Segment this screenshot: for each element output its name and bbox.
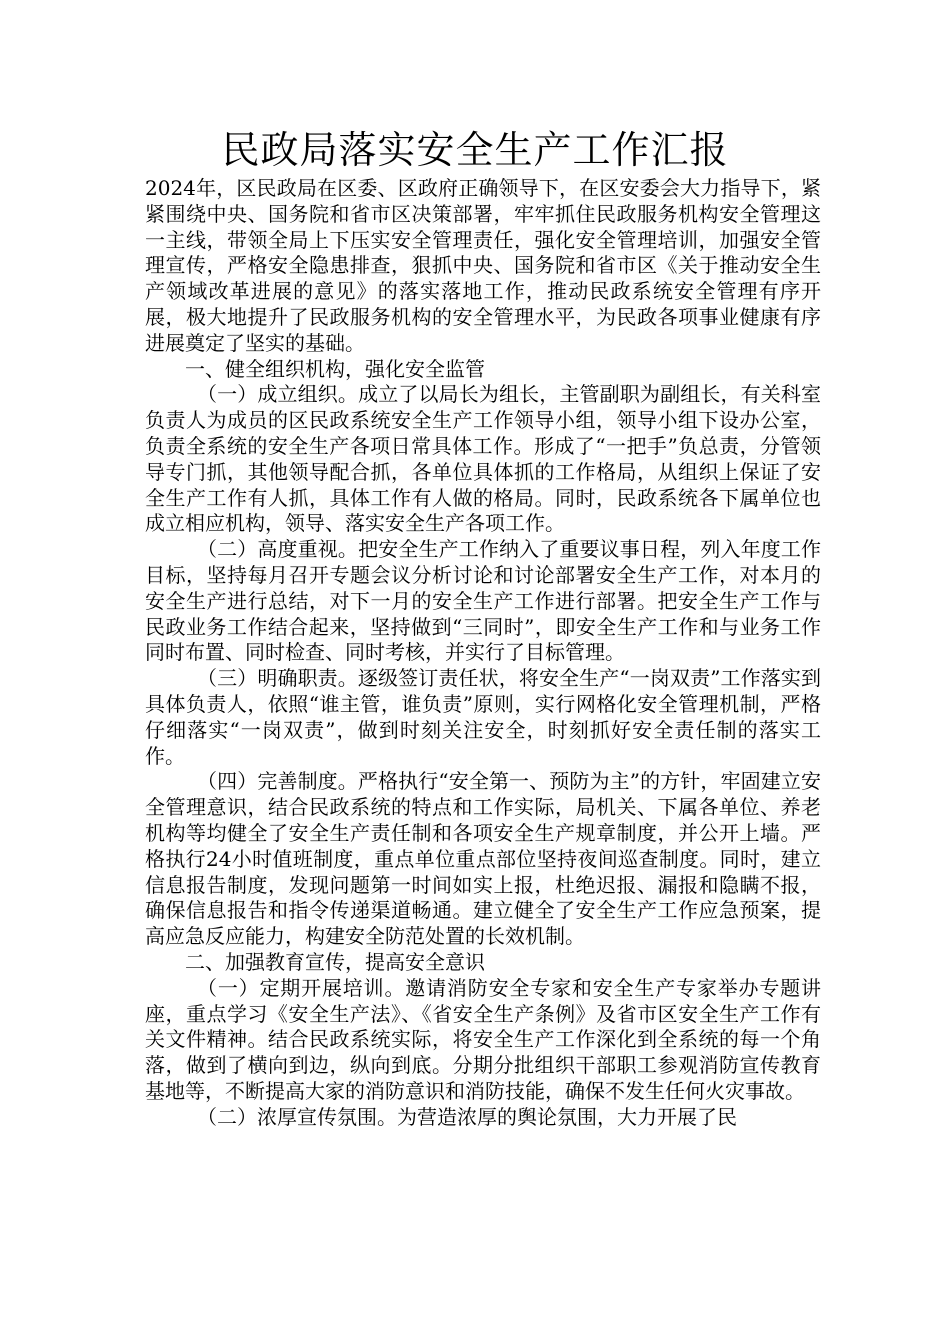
subsection-paragraph-1-3: （三）明确职责。逐级签订责任状，将安全生产“一岗双责”工作落实到具体负责人，依照“谁主管，谁负责”原则，实行网格化安全管理机制，严格仔细落实“一岗双责”，做到时刻关注安全，时刻抓好安全责任制的落实工作。 [145,666,821,768]
subsection-paragraph-2-1: （一）定期开展培训。邀请消防安全专家和安全生产专家举办专题讲座，重点学习《安全生产法》、《省安全生产条例》及省市区安全生产工作有关文件精神。结合民政系统实际，将安全生产工作深化到全系统的每一个角落，做到了横向到边，纵向到底。分期分批组织干部职工参观消防宣传教育基地等，不断提高大家的消防意识和消防技能，确保不发生任何火灾事故。 [145,975,821,1103]
section-heading-2: 二、加强教育宣传，提高安全意识 [185,949,485,974]
section-heading-1: 一、健全组织机构，强化安全监管 [185,356,485,381]
intro-paragraph: 2024年，区民政局在区委、区政府正确领导下，在区安委会大力指导下，紧紧围绕中央、国务院和省市区决策部署，牢牢抓住民政服务机构安全管理这一主线，带领全局上下压实安全管理责任，强化安全管理培训，加强安全管理宣传，严格安全隐患排查，狠抓中央、国务院和省市区《关于推动安全生产领域改革进展的意见》的落实落地工作，推动民政系统安全管理有序开展，极大地提升了民政服务机构的安全管理水平，为民政各项事业健康有序进展奠定了坚实的基础。 [145,176,821,355]
document-title: 民政局落实安全生产工作汇报 [221,128,729,172]
subsection-paragraph-1-1: （一）成立组织。成立了以局长为组长，主管副职为副组长，有关科室负责人为成员的区民政系统安全生产工作领导小组，领导小组下设办公室，负责全系统的安全生产各项日常具体工作。形成了“一把手”负总责，分管领导专门抓，其他领导配合抓，各单位具体抓的工作格局，从组织上保证了安全生产工作有人抓，具体工作有人做的格局。同时，民政系统各下属单位也成立相应机构，领导、落实安全生产各项工作。 [145,382,821,536]
subsection-paragraph-1-2: （二）高度重视。把安全生产工作纳入了重要议事日程，列入年度工作目标，坚持每月召开专题会议分析讨论和讨论部署安全生产工作，对本月的安全生产进行总结，对下一月的安全生产工作进行部署。把安全生产工作与民政业务工作结合起来，坚持做到“三同时”，即安全生产工作和与业务工作同时布置、同时检查、同时考核，并实行了目标管理。 [145,537,821,665]
subsection-paragraph-2-2: （二）浓厚宣传氛围。为营造浓厚的舆论氛围，大力开展了民 [197,1104,737,1129]
subsection-paragraph-1-4: （四）完善制度。严格执行“安全第一、预防为主”的方针，牢固建立安全管理意识，结合民政系统的特点和工作实际，局机关、下属各单位、养老机构等均健全了安全生产责任制和各项安全生产规章制度，并公开上墙。严格执行24小时值班制度，重点单位重点部位坚持夜间巡查制度。同时，建立信息报告制度，发现问题第一时间如实上报，杜绝迟报、漏报和隐瞒不报，确保信息报告和指令传递渠道畅通。建立健全了安全生产工作应急预案，提高应急反应能力，构建安全防范处置的长效机制。 [145,769,821,949]
document-body [145,176,821,1130]
